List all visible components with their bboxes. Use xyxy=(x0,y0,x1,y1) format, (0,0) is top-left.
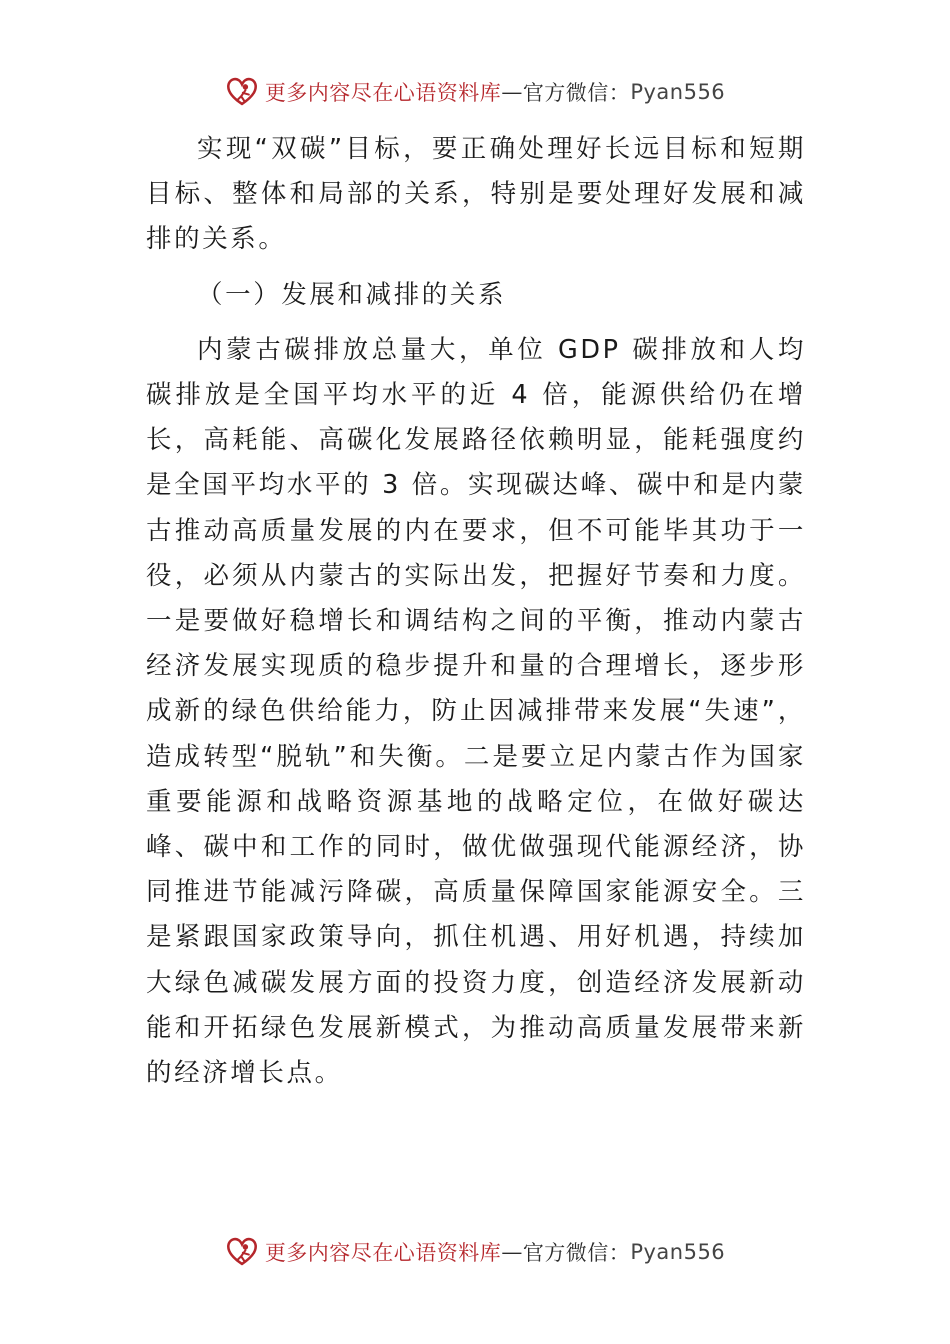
footer-banner xyxy=(0,1232,950,1272)
footer-brand-text: 更多内容尽在心语资料库 xyxy=(264,1241,502,1265)
heart-figure-logo-icon xyxy=(225,75,259,109)
header-wechat-label: 官方微信： xyxy=(522,81,631,105)
footer-dash: — xyxy=(501,1240,523,1264)
footer-wechat-label: 官方微信： xyxy=(522,1241,631,1265)
header-banner xyxy=(0,72,950,112)
document-body xyxy=(146,127,806,1096)
header-brand-text: 更多内容尽在心语资料库 xyxy=(264,81,502,105)
paragraph-1: 实现“双碳”目标，要正确处理好长远目标和短期目标、整体和局部的关系，特别是要处理好发展和减排的关系。 xyxy=(146,134,806,255)
header-dash: — xyxy=(501,80,523,104)
section-heading: （一）发展和减排的关系 xyxy=(197,279,507,310)
header-wechat-id: Pyan556 xyxy=(630,80,726,104)
heart-figure-logo-icon xyxy=(225,1235,259,1269)
paragraph-2: 内蒙古碳排放总量大，单位 GDP 碳排放和人均碳排放是全国平均水平的近 4 倍，能源供给仍在增长，高耗能、高碳化发展路径依赖明显，能耗强度约是全国平均水平的 3 倍。实现碳达峰、碳中和是内蒙古推动高质量发展的内在要求，但不可能毕其功于一役，必须从内蒙古的实际出发，把握好节奏和力度。一是要做好稳增长和调结构之间的平衡，推动内蒙古经济发展实现质的稳步提升和量的合理增长，逐步形成新的绿色供给能力，防止因减排带来发展“失速”，造成转型“脱轨”和失衡。二是要立足内蒙古作为国家重要能源和战略资源基地的战略定位，在做好碳达峰、碳中和工作的同时，做优做强现代能源经济，协同推进节能减污降碳，高质量保障国家能源安全。三是紧跟国家政策导向，抓住机遇、用好机遇，持续加大绿色减碳发展方面的投资力度，创造经济发展新动能和开拓绿色发展新模式，为推动高质量发展带来新的经济增长点。 xyxy=(146,334,806,1089)
footer-wechat-id: Pyan556 xyxy=(630,1240,726,1264)
